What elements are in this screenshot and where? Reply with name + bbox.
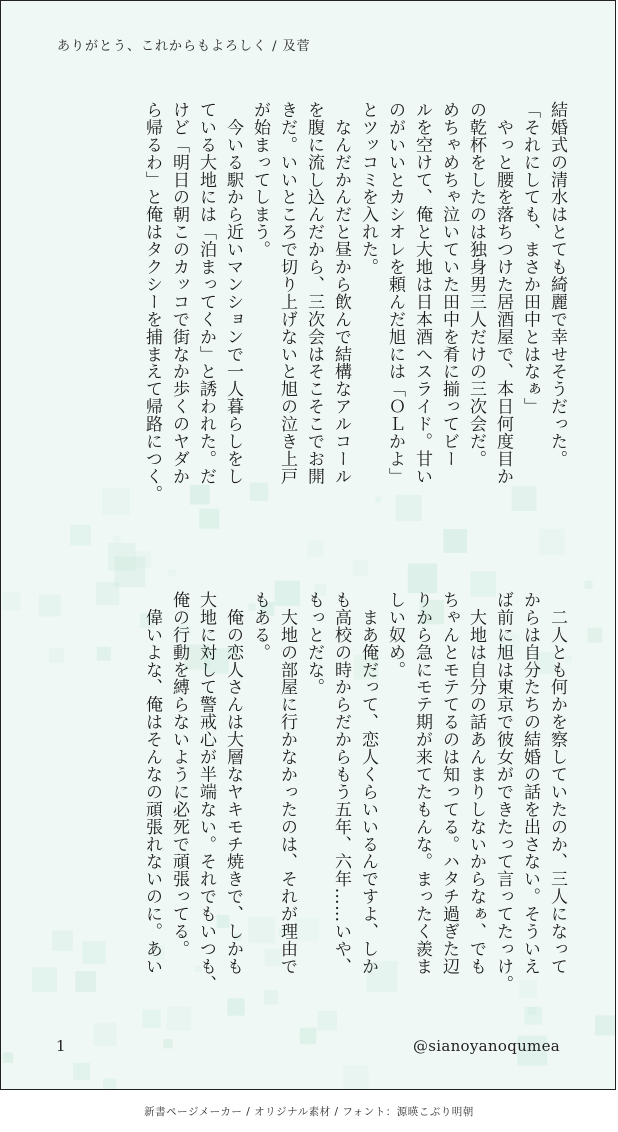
upper-text-block xyxy=(50,101,570,541)
decorative-square xyxy=(408,564,438,594)
page-number: 1 xyxy=(56,1037,66,1055)
text-line: 今いる駅から近いマンションで一人暮らしをし xyxy=(223,101,243,485)
text-line: きだ。いいところで切り上げないと旭の泣き上戸 xyxy=(277,101,297,485)
text-line: ら帰るわ」と俺はタクシーを捕まえて帰路につく。 xyxy=(142,101,162,503)
text-line: ば前に旭は東京で彼女ができたって言ってたっけ。 xyxy=(493,591,513,993)
text-line: ている大地には「泊まってくか」と誘われた。だ xyxy=(196,101,216,485)
text-line: 結婚式の清水はとても綺麗で幸せそうだった。 xyxy=(547,101,567,468)
author-account: @sianoyanoqumea xyxy=(412,1037,560,1055)
lower-text-block xyxy=(50,591,570,1031)
text-line: からは自分たちの結婚の話を出さない。そういえ xyxy=(520,591,540,975)
text-line: 俺の行動を縛らないように必死で頑張ってる。 xyxy=(169,591,189,958)
decorative-square xyxy=(135,551,152,568)
text-line: ルを空けて、俺と大地は日本酒へスライド。甘い xyxy=(412,101,432,485)
decorative-square xyxy=(108,543,136,571)
credit-footer: 新書ページメーカー / オリジナル素材 / フォント：源暎こぶり明朝 xyxy=(144,1106,474,1118)
text-line: もっとだな。 xyxy=(304,591,324,696)
decorative-square xyxy=(3,1053,13,1063)
text-line: 大地に対して警戒心が半端ない。それでもいつも、 xyxy=(196,591,216,993)
decorative-square xyxy=(103,1078,116,1090)
text-line: 偉いよな、俺はそんなの頑張れないのに。あい xyxy=(142,591,162,975)
decorative-square xyxy=(595,1015,615,1035)
text-line: が始まってしまう。 xyxy=(250,101,270,259)
decorative-square xyxy=(163,1039,172,1048)
decorative-square xyxy=(73,1063,90,1080)
text-line: も高校の時からだからもう五年、六年……いや、 xyxy=(331,591,351,975)
decorative-square xyxy=(169,569,176,576)
decorative-square xyxy=(353,560,368,575)
text-line: とツッコミを入れた。 xyxy=(358,101,378,276)
text-line: 大地は自分の話あんまりしないからなぁ、でも xyxy=(466,591,486,975)
decorative-square xyxy=(307,541,324,558)
text-line: もある。 xyxy=(250,591,270,661)
text-line: なんだかんだと昼から飲んで結構なアルコール xyxy=(331,101,351,485)
text-line: 俺の恋人さんは大層なヤキモチ焼きで、しかも xyxy=(223,591,243,975)
text-line: りから急にモテ期が来てたもんな。まったく羨ま xyxy=(412,591,432,975)
text-line: めちゃめちゃ泣いていた田中を肴に揃ってビー xyxy=(439,101,459,468)
text-line: のがいいとカシオレを頼んだ旭には「ＯＬかよ」 xyxy=(385,101,405,485)
decorative-square xyxy=(587,628,602,643)
decorative-square xyxy=(3,593,21,611)
text-line: まあ俺だって、恋人くらいいるんですよ、しか xyxy=(358,591,378,975)
text-line: けど「明日の朝このカッコで街なか歩くのヤダか xyxy=(169,101,189,485)
decorative-square xyxy=(585,581,593,589)
text-line: 大地の部屋に行かなかったのは、それが理由で xyxy=(277,591,297,975)
text-line: 二人とも何かを察していたのか、三人になって xyxy=(547,591,567,975)
text-line: しい奴め。 xyxy=(385,591,405,679)
text-line: の乾杯をしたのは独身男三人だけの三次会だ。 xyxy=(466,101,486,468)
text-line: やっと腰を落ちつけた居酒屋で、本日何度目か xyxy=(493,101,513,485)
text-line: を腹に流し込んだから、三次会はそこそこでお開 xyxy=(304,101,324,485)
text-line: ちゃんとモテてるのは知ってる。ハタチ過ぎた辺 xyxy=(439,591,459,975)
page-header-title: ありがとう、これからもよろしく / 及菅 xyxy=(57,39,311,54)
text-line: 「それにしても、まさか田中とはなぁ」 xyxy=(520,101,540,416)
decorative-square xyxy=(343,1066,369,1091)
